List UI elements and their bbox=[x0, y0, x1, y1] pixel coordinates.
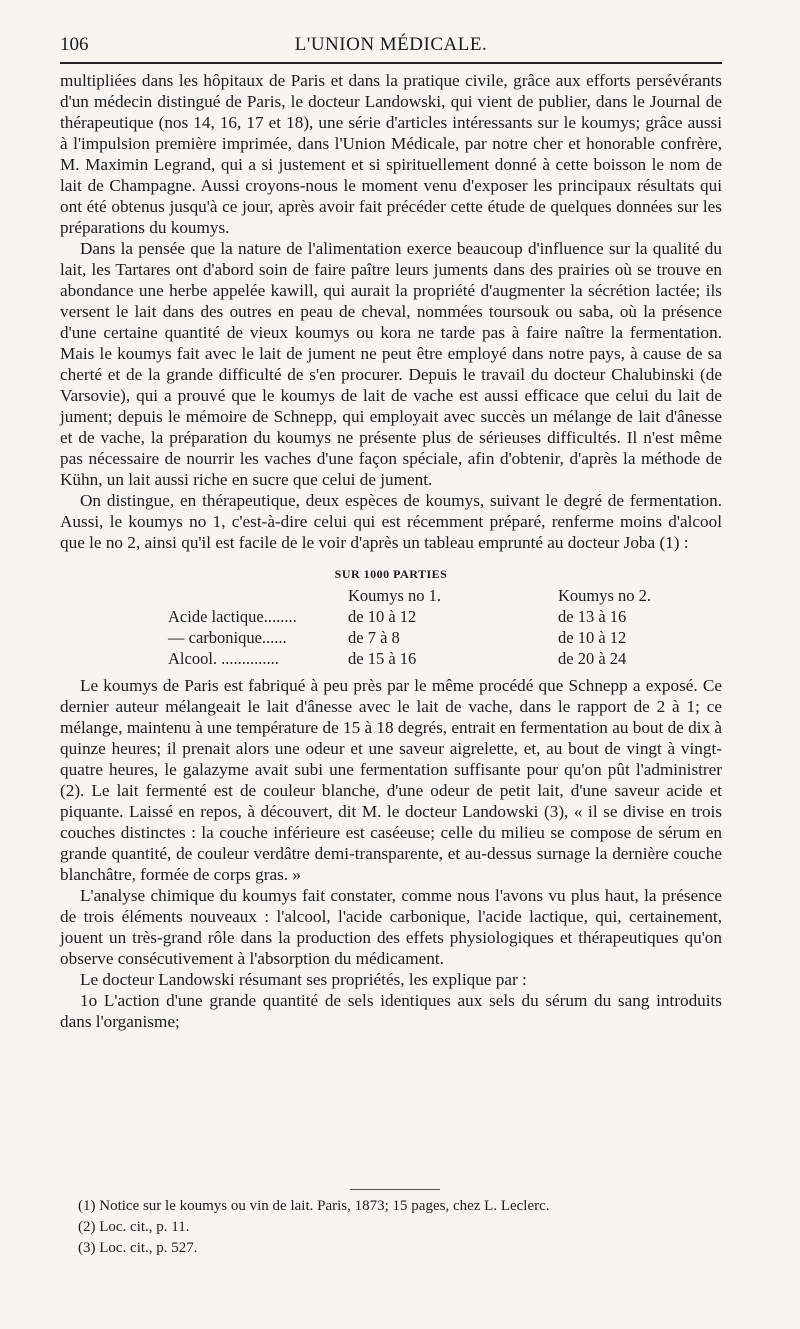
footnote: (3) Loc. cit., p. 527. bbox=[78, 1240, 198, 1256]
page-header bbox=[60, 30, 722, 62]
table-header-row bbox=[168, 585, 661, 606]
paragraph: 1o L'action d'une grande quantité de sels identiques aux sels du sérum du sang introduits dans l'organisme; bbox=[60, 991, 722, 1031]
table-header-cell: Koumys no 1. bbox=[348, 586, 442, 605]
paragraph: Le koumys de Paris est fabriqué à peu près par le même procédé que Schnepp a exposé. Ce dernier auteur mélangeait le lait d'ânesse avec le lait de vache, dans le rapport de 2 à 1; ce mélange, maintenu à une température de 15 à 18 degrés, entrait en fermentation au bout de dix à quinze heures; il prenait alors une odeur et une saveur aigrelette, et, au bout de vingt à vingt-quatre heures, le galazyme avait subi une fermentation suffisante pour qu'on pût l'administrer (2). Le lait fermenté est de couleur blanche, d'une odeur de petit lait, d'une saveur acide et piquante. Laissé en repos, à découvert, dit M. le docteur Landowski (3), « il se divise en trois couches distinctes : la couche inférieure est caséeuse; celle du milieu se compose de sérum en grande quantité, de couleur verdâtre demi-transparente, et au-dessus surnage la dernière couche blanchâtre, formée de corps gras. » bbox=[60, 676, 722, 884]
table-row bbox=[168, 627, 661, 648]
header-rule bbox=[60, 62, 722, 64]
paragraph: Dans la pensée que la nature de l'alimentation exerce beaucoup d'influence sur la qualité du lait, les Tartares ont d'abord soin de faire paître leurs juments dans des prairies où se trouve en abondance une herbe appelée kawill, qui aurait la propriété d'augmenter la sécrétion lactée; ils versent le lait dans des outres en peau de cheval, nommées toursouk ou saba, où la présence d'une certaine quantité de vieux koumys ou kora ne tarde pas à faire naître la fermentation. Mais le koumys fait avec le lait de jument ne peut être employé dans notre pays, à cause de sa cherté et de la grande difficulté de s'en procurer. Depuis le travail du docteur Chalubinski (de Varsovie), qui a prouvé que le koumys de lait de vache est aussi efficace que celui du lait de jument; depuis le mémoire de Schnepp, qui employait avec succès un mélange de lait d'ânesse et de vache, la préparation du koumys ne présente plus de sérieuses difficultés. Il n'est même pas nécessaire de nourrir les vaches d'une façon spéciale, afin d'obtenir, d'après la méthode de Kühn, un lait aussi riche en sucre que celui de jument. bbox=[60, 239, 722, 489]
paragraph: Le docteur Landowski résumant ses propriétés, les explique par : bbox=[80, 970, 527, 989]
table-cell: Alcool. .............. bbox=[168, 649, 279, 668]
running-title: L'UNION MÉDICALE. bbox=[294, 34, 488, 55]
table-cell: de 20 à 24 bbox=[558, 649, 627, 668]
table-row bbox=[168, 648, 661, 669]
paragraph: L'analyse chimique du koumys fait constater, comme nous l'avons vu plus haut, la présence de trois éléments nouveaux : l'alcool, l'acide carbonique, l'acide lactique, qui, certainement, jouent un très-grand rôle dans la production des effets physiologiques et thérapeutiques qu'on observe consécutivement à l'absorption du médicament. bbox=[60, 886, 722, 968]
table-row bbox=[168, 606, 661, 627]
table-cell: de 13 à 16 bbox=[558, 607, 627, 626]
footnote: (1) Notice sur le koumys ou vin de lait. Paris, 1873; 15 pages, chez L. Leclerc. bbox=[78, 1198, 550, 1214]
paragraph: multipliées dans les hôpitaux de Paris et dans la pratique civile, grâce aux efforts persévérants d'un médecin distingué de Paris, le docteur Landowski, qui vient de publier, dans le Journal de thérapeutique (nos 14, 16, 17 et 18), une série d'articles intéressants sur le koumys; grâce aussi à l'impulsion première imprimée, dans l'Union Médicale, par notre cher et honorable confrère, M. Maximin Legrand, qui a si justement et si spirituellement donné à cette boisson le nom de lait de Champagne. Aussi croyons-nous le moment venu d'exposer les principaux résultats qui ont été obtenus jusqu'à ce jour, après avoir fait précéder cette étude de quelques données sur les préparations du koumys. bbox=[60, 71, 722, 237]
table-title: SUR 1000 PARTIES bbox=[334, 567, 448, 581]
footnote: (2) Loc. cit., p. 11. bbox=[78, 1219, 190, 1235]
page-number: 106 bbox=[60, 34, 89, 55]
table-cell: de 7 à 8 bbox=[348, 628, 400, 647]
footnote-rule bbox=[350, 1189, 440, 1190]
table-cell: de 10 à 12 bbox=[348, 607, 417, 626]
table-header-cell bbox=[168, 585, 348, 606]
table-cell: de 10 à 12 bbox=[558, 628, 627, 647]
footnotes bbox=[78, 1196, 698, 1259]
composition-table bbox=[168, 585, 661, 675]
table-cell: de 15 à 16 bbox=[348, 649, 417, 668]
table-header-cell: Koumys no 2. bbox=[558, 586, 652, 605]
table-cell: — carbonique...... bbox=[168, 628, 287, 647]
article-body bbox=[60, 70, 722, 1032]
table-cell: Acide lactique........ bbox=[168, 607, 297, 626]
paragraph: On distingue, en thérapeutique, deux espèces de koumys, suivant le degré de fermentation. Aussi, le koumys no 1, c'est-à-dire celui qui est récemment préparé, renferme moins d'alcool que le no 2, ainsi qu'il est facile de le voir d'après un tableau emprunté au docteur Joba (1) : bbox=[60, 491, 722, 552]
